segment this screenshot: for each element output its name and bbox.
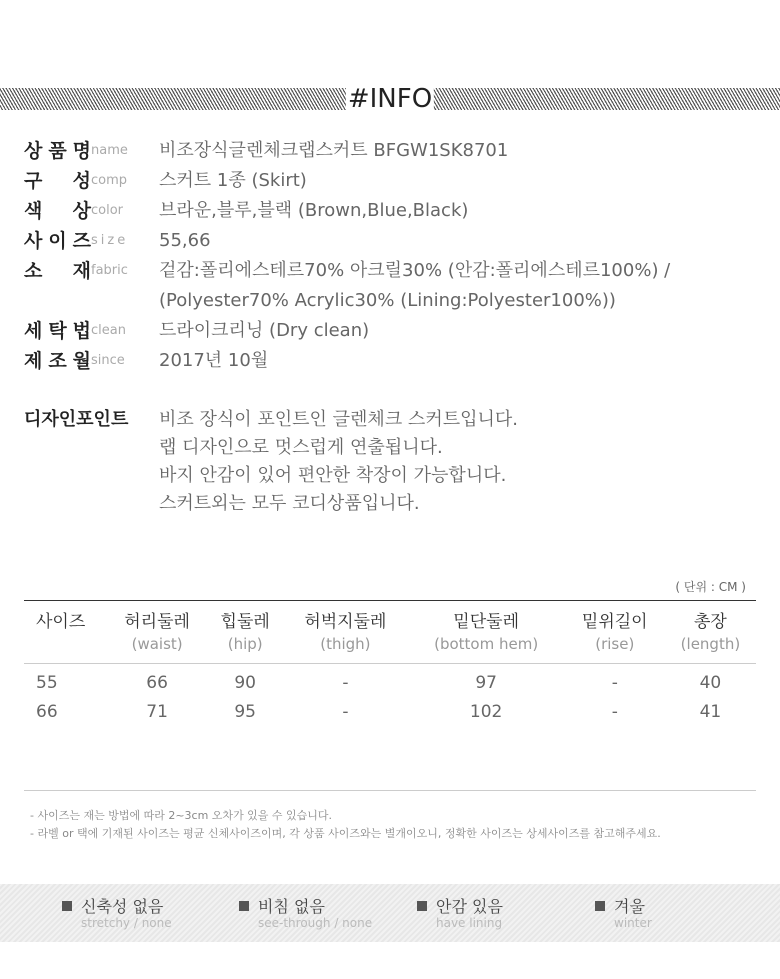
feature-stretch: 신축성 없음 stretchy / none (62, 898, 172, 930)
table-cell: - (611, 673, 618, 693)
info-title: #INFO (347, 84, 433, 114)
spec-key-en: name (91, 143, 128, 158)
table-cell: 41 (699, 702, 722, 722)
table-row (24, 664, 756, 699)
table-cell: - (342, 673, 349, 693)
spec-value: 브라운,블루,블랙 (Brown,Blue,Black) (159, 200, 469, 221)
table-cell: 90 (234, 673, 256, 693)
spec-value: 스커트 1종 (Skirt) (159, 170, 307, 191)
table-cell: - (342, 702, 349, 722)
spec-key-en: fabric (91, 263, 128, 278)
spec-row-name (24, 138, 764, 168)
spec-row-since (24, 348, 764, 378)
spec-key: 구 성 (24, 170, 91, 192)
header-cell: 허벅지둘레 (thigh) (283, 601, 408, 664)
table-cell: 40 (699, 673, 722, 693)
size-table (24, 600, 756, 727)
feature-season: 겨울 winter (595, 898, 652, 930)
header-cell: 밑단둘레 (bottom hem) (408, 601, 565, 664)
table-row (24, 698, 756, 727)
design-line: 바지 안감이 있어 편안한 착장이 가능합니다. (159, 465, 507, 486)
spec-value: 겉감:폴리에스테르70% 아크릴30% (안감:폴리에스테르100%) / (Polyester70% Acrylic30% (Lining:Polyester100%)) (159, 260, 671, 311)
table-cell: 66 (146, 673, 168, 693)
design-point-label: 디자인포인트 (24, 409, 129, 430)
table-cell: 97 (475, 673, 497, 693)
spec-key: 색 상 (24, 200, 91, 222)
table-cell: 66 (36, 702, 58, 722)
spec-key-en: size (91, 233, 129, 248)
spec-row-fabric (24, 258, 764, 318)
design-point (24, 406, 518, 518)
spec-key: 소 재 (24, 260, 91, 282)
note-line: - 사이즈는 재는 방법에 따라 2~3cm 오차가 있을 수 있습니다. (30, 809, 333, 822)
design-point-lines (159, 406, 518, 518)
spec-key-en: comp (91, 173, 128, 188)
header-cell: 사이즈 (24, 601, 107, 664)
spec-value: 드라이크리닝 (Dry clean) (159, 320, 370, 341)
table-cell: - (611, 702, 618, 722)
spec-row-clean (24, 318, 764, 348)
header-cell: 허리둘레 (waist) (107, 601, 207, 664)
spec-key: 제 조 월 (24, 350, 91, 372)
spec-row-size (24, 228, 764, 258)
spec-key: 세 탁 법 (24, 320, 91, 342)
spec-row-color (24, 198, 764, 228)
size-notes (30, 807, 661, 843)
spec-value: 비조장식글렌체크랩스커트 BFGW1SK8701 (159, 140, 509, 161)
design-line: 랩 디자인으로 멋스럽게 연출됩니다. (159, 437, 443, 458)
header-cell: 힙둘레 (hip) (207, 601, 283, 664)
spec-value: 2017년 10월 (159, 350, 269, 371)
square-bullet-icon (239, 901, 249, 911)
spec-key: 상 품 명 (24, 140, 91, 162)
spec-row-comp (24, 168, 764, 198)
feature-see-through: 비침 없음 see-through / none (239, 898, 372, 930)
size-unit-label: ( 단위 : CM ) (675, 580, 746, 594)
spec-key: 사 이 즈 (24, 230, 91, 252)
design-line: 스커트외는 모두 코디상품입니다. (159, 493, 420, 514)
table-cell: 95 (234, 702, 256, 722)
size-table-header (24, 601, 756, 664)
spec-key-en: color (91, 203, 124, 218)
square-bullet-icon (417, 901, 427, 911)
spec-value: 55,66 (159, 230, 211, 251)
spec-key-en: clean (91, 323, 126, 338)
table-cell: 71 (146, 702, 168, 722)
note-line: - 라벨 or 택에 기재된 사이즈는 평균 신체사이즈이며, 각 상품 사이즈와는 별개이오니, 정확한 사이즈는 상세사이즈를 참고해주세요. (30, 827, 661, 840)
section-divider (24, 790, 756, 791)
header-cell: 밑위길이 (rise) (565, 601, 665, 664)
header-cell: 총장 (length) (665, 601, 756, 664)
square-bullet-icon (595, 901, 605, 911)
square-bullet-icon (62, 901, 72, 911)
feature-lining: 안감 있음 have lining (417, 898, 503, 930)
spec-key-en: since (91, 353, 125, 368)
spec-list (24, 138, 764, 378)
table-cell: 55 (36, 673, 58, 693)
table-cell: 102 (469, 702, 503, 722)
design-line: 비조 장식이 포인트인 글렌체크 스커트입니다. (159, 409, 518, 430)
